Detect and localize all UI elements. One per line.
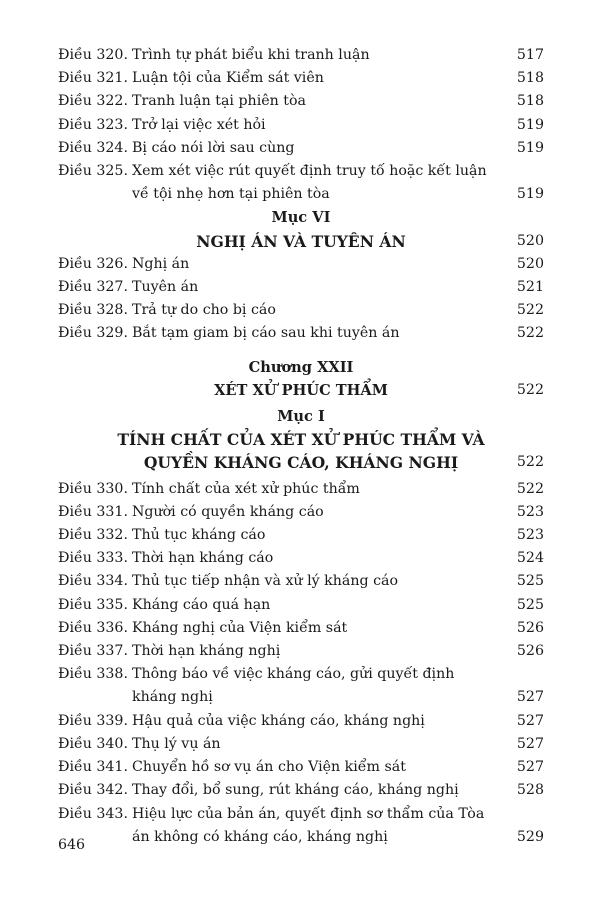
article-title: Kháng nghị của Viện kiểm sát: [132, 619, 348, 636]
toc-entry: [58, 710, 544, 733]
toc-entry: [58, 160, 544, 206]
article-number: Điều 324.: [58, 139, 128, 156]
section-heading: [58, 405, 544, 428]
article-title: Nghị án: [132, 255, 190, 272]
toc-entry: [58, 779, 544, 802]
article-number: Điều 332.: [58, 527, 128, 544]
article-number: Điều 342.: [58, 782, 128, 799]
page-number: 519: [516, 186, 544, 203]
section-title: TÍNH CHẤT CỦA XÉT XỬ PHÚC THẨM VÀ QUYỀN KHÁNG CÁO, KHÁNG NGHỊ: [117, 430, 485, 473]
article-title: Tính chất của xét xử phúc thẩm: [132, 480, 360, 497]
page-number: 517: [516, 47, 544, 63]
page-number: 526: [516, 643, 544, 660]
article-title: Hiệu lực của bản án, quyết định sơ thẩm của Tòa án không có kháng cáo, kháng nghị: [132, 805, 485, 845]
page-number: 527: [516, 759, 544, 776]
page-number: 524: [516, 550, 544, 567]
page-number: 528: [516, 782, 544, 799]
article-title: Hậu quả của việc kháng cáo, kháng nghị: [132, 712, 425, 729]
article-number: Điều 341.: [58, 759, 128, 776]
page-number: 522: [516, 381, 544, 398]
toc-entry: [58, 501, 544, 524]
page-number: 525: [516, 596, 544, 613]
toc-entry: [58, 90, 544, 113]
article-title: Thủ tục tiếp nhận và xử lý kháng cáo: [132, 573, 399, 590]
article-number: Điều 339.: [58, 712, 128, 729]
article-number: Điều 322.: [58, 93, 128, 110]
toc-entry: [58, 640, 544, 663]
article-title: Chuyển hồ sơ vụ án cho Viện kiểm sát: [132, 759, 406, 776]
page-number: 527: [516, 689, 544, 706]
article-number: Điều 323.: [58, 116, 128, 133]
article-title: Trở lại việc xét hỏi: [132, 116, 266, 133]
article-title: Thông báo về việc kháng cáo, gửi quyết định kháng nghị: [132, 666, 455, 706]
page-number: 525: [516, 573, 544, 590]
section-title: NGHỊ ÁN VÀ TUYÊN ÁN: [196, 231, 406, 251]
article-number: Điều 330.: [58, 480, 128, 497]
toc-entry: [58, 594, 544, 617]
article-number: Điều 337.: [58, 643, 128, 660]
toc-entry: [58, 733, 544, 756]
article-title: Bị cáo nói lời sau cùng: [132, 139, 295, 156]
article-title: Người có quyền kháng cáo: [132, 503, 324, 520]
article-number: Điều 334.: [58, 573, 128, 590]
toc-entry: [58, 570, 544, 593]
article-title: Trả tự do cho bị cáo: [132, 302, 276, 319]
article-number: Điều 340.: [58, 735, 128, 752]
page-number: 527: [516, 735, 544, 752]
article-number: Điều 328.: [58, 302, 128, 319]
article-number: Điều 335.: [58, 596, 128, 613]
toc-entry: [58, 322, 544, 345]
page-number: 519: [516, 139, 544, 156]
table-of-contents: [58, 44, 544, 849]
article-title: Thụ lý vụ án: [132, 735, 221, 752]
toc-entry: [58, 547, 544, 570]
page-number: 520: [516, 255, 544, 272]
article-title: Thời hạn kháng cáo: [132, 550, 274, 567]
article-number: Điều 333.: [58, 550, 128, 567]
article-title: Thủ tục kháng cáo: [132, 527, 266, 544]
article-number: Điều 343.: [58, 805, 128, 822]
article-title: Tranh luận tại phiên tòa: [132, 93, 306, 110]
page-number: 518: [516, 70, 544, 87]
section-title-heading: [58, 428, 544, 474]
section-label: Mục I: [277, 408, 325, 426]
article-title: Luận tội của Kiểm sát viên: [132, 70, 324, 87]
article-number: Điều 329.: [58, 325, 128, 342]
article-number: Điều 331.: [58, 503, 128, 520]
toc-entry: [58, 44, 544, 67]
article-title: Trình tự phát biểu khi tranh luận: [132, 47, 370, 63]
toc-entry: [58, 663, 544, 709]
toc-entry: [58, 67, 544, 90]
page-number: 526: [516, 619, 544, 636]
article-title: Thời hạn kháng nghị: [132, 643, 281, 660]
article-number: Điều 336.: [58, 619, 128, 636]
toc-entry: [58, 299, 544, 322]
section-title-heading: [58, 230, 544, 253]
page-number: 523: [516, 503, 544, 520]
article-number: Điều 326.: [58, 255, 128, 272]
section-label: Mục VI: [271, 209, 331, 227]
article-title: Bắt tạm giam bị cáo sau khi tuyên án: [132, 325, 400, 342]
folio-page-number: 646: [58, 837, 86, 853]
article-title: Kháng cáo quá hạn: [132, 596, 271, 613]
article-title: Thay đổi, bổ sung, rút kháng cáo, kháng nghị: [132, 782, 459, 799]
chapter-heading: [58, 356, 544, 379]
page-number: 518: [516, 93, 544, 110]
page-number: 519: [516, 116, 544, 133]
page-number: 522: [516, 302, 544, 319]
toc-entry: [58, 756, 544, 779]
chapter-title: XÉT XỬ PHÚC THẨM: [214, 381, 388, 399]
section-heading: [58, 206, 544, 229]
chapter-label: Chương XXII: [248, 358, 354, 376]
toc-entry: [58, 253, 544, 276]
page-number: 527: [516, 712, 544, 729]
article-number: Điều 321.: [58, 70, 128, 87]
toc-entry: [58, 803, 544, 849]
page-number: 529: [516, 828, 544, 845]
page-number: 523: [516, 527, 544, 544]
toc-entry: [58, 276, 544, 299]
toc-entry: [58, 478, 544, 501]
toc-entry: [58, 137, 544, 160]
article-number: Điều 325.: [58, 163, 128, 180]
article-number: Điều 338.: [58, 666, 128, 683]
article-title: Xem xét việc rút quyết định truy tố hoặc kết luận về tội nhẹ hơn tại phiên tòa: [132, 163, 487, 203]
article-number: Điều 327.: [58, 279, 128, 296]
page-number: 521: [516, 279, 544, 296]
toc-entry: [58, 524, 544, 547]
article-title: Tuyên án: [132, 279, 199, 296]
page-number: 520: [516, 232, 544, 249]
page-number: 522: [516, 480, 544, 497]
toc-entry: [58, 617, 544, 640]
page-number: 522: [516, 325, 544, 342]
toc-entry: [58, 114, 544, 137]
article-number: Điều 320.: [58, 47, 128, 63]
page-number: 522: [516, 454, 544, 471]
chapter-title-heading: [58, 379, 544, 402]
